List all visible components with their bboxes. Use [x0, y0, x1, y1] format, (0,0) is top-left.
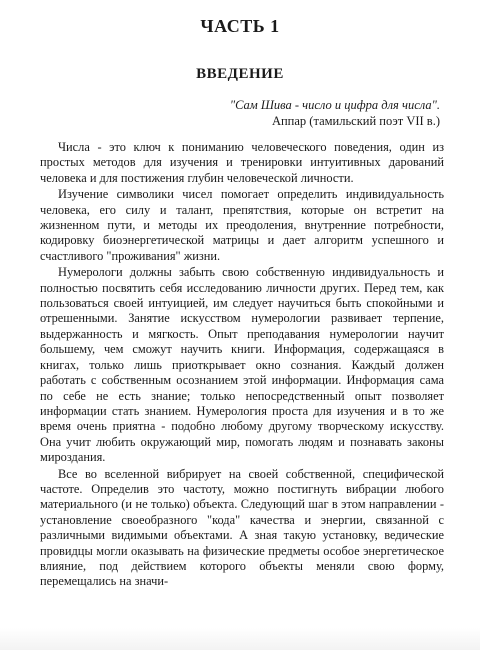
section-title: ВВЕДЕНИЕ [196, 66, 284, 82]
paragraph-4: Все во вселенной вибрирует на своей собственной, специфической частоте. Определив это частоту, можно постигнуть вибрации любого материального (и не только) объекта. Следующий шаг в этом направлении - установление своеобразного "кода" качества и энергии, связанной с различными видимыми объектами. А зная такую установку, ведические провидцы могли оказывать на физические предметы особое энергетическое влияние, под действием которого объекты меняли свою форму, перемещались на значи- [40, 466, 444, 589]
epigraph-attribution: Аппар (тамильский поэт VII в.) [271, 114, 440, 128]
body-text [40, 140, 444, 591]
epigraph-quote: "Сам Шива - число и цифра для числа". [229, 98, 440, 112]
paragraph-2: Изучение символики чисел помогает определить индивидуальность человека, его силу и талант, препятствия, которые он встретит на жизненном пути, и методы их преодоления, внутренние потребности, кодировку биоэнергетической матрицы и дает алгоритм успешного и счастливого "проживания" жизни. [40, 187, 444, 263]
paragraph-3: Нумерологи должны забыть свою собственную индивидуальность и полностью посвятить себя исследованию личности других. Перед тем, как пользоваться своей интуицией, им следует научиться быть спокойными и отрешенными. Занятие искусством нумерологии развивает терпение, выдержанность и мягкость. Опыт преподавания нумерологии научит большему, чем сможут научить книги. Информация, содержащаяся в книгах, только лишь приоткрывает окно сознания. Каждый должен работать с собственным осознанием этой информации. Информация сама по себе не есть знание; только непосредственный опыт позволяет информации стать знанием. Нумерология проста для изучения и в то же время очень приятна - подобно любому другому творческому искусству. Она учит любить окружающий мир, помогать людям и познавать законы мироздания. [40, 265, 444, 465]
page-bottom-edge [0, 628, 480, 650]
epigraph [230, 97, 440, 129]
part-title: ЧАСТЬ 1 [200, 16, 280, 36]
paragraph-1: Числа - это ключ к пониманию человеческого поведения, один из простых методов для изучения и тренировки интуитивных дарований человека и для постижения глубин человеческой личности. [40, 140, 444, 185]
